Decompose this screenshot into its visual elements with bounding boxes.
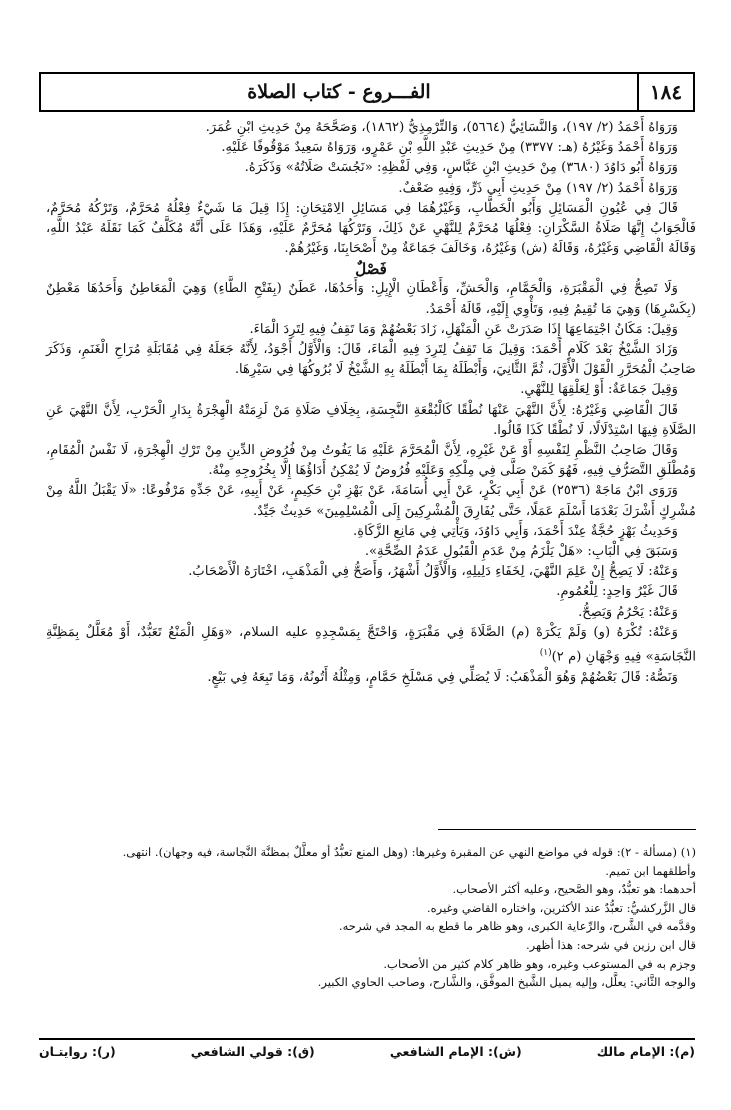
footnote-line: أحدهما: هو تعبُّدٌ، وهو الصَّحيح، وعليه أكثر الأصحاب. [452,882,696,897]
paragraph: وَقَالَ صَاحِبُ النَّظْمِ لِنَفْسِهِ أَوْ عَنْ غَيْرِهِ، لِأَنَّ الْمُحَرَّمَ عَلَيْهِ مَا يَفُوتُ مِنْ فُرُوضِ الدِّينِ مِنْ تَرْكِ الْهِجْرَةِ، لَا نَفْسُ الْمُقَامِ، وَمُطْلَقِ التَّصَرُّفِ فِيهِ، فَهُوَ كَمَنْ صَلَّى فِي مِلْكِهِ وَعَلَيْهِ فُرُوضٌ لَا يُمْكِنُ أَدَاؤُهَا إِلَّا بِخُرُوجِهِ مِنْهُ. [46,443,696,479]
abbrev-malik: (م): الإمام مالك [596,1044,695,1059]
footnote-line: قال ابن رزين في شرحه: هذا أظهر. [525,937,696,952]
paragraph: وَقِيلَ: مَكَانُ اجْتِمَاعِهَا إِذَا صَدَرَتْ عَنِ الْمَنْهَلِ، زَادَ بَعْضُهُمْ وَمَا تَقِفُ فِيهِ لِتَرِدَ الْمَاءَ. [249,321,678,337]
paragraph: قَالَ فِي عُيُونِ الْمَسَائِلِ وَأَبُو الْخَطَّابِ، وَغَيْرُهُمَا فِي مَسَائِلِ الِامْتِحَانِ: إِذَا قِيلَ مَا شَيْءٌ فِعْلُهُ مُحَرَّمٌ، وَتَرْكُهُ مُحَرَّمٌ، فَالْجَوَابُ إِنَّهَا صَلَاةُ السَّكْرَانِ: فِعْلُهَا مُحَرَّمٌ لِلنَّهْيِ عَنْ ذَلِكَ، وَتَرْكُهَا مُحَرَّمٌ عَلَيْهِ، وَهَذَا عَلَى أَنَّهُ مُكَلَّفٌ كَمَا نَقَلَهُ عَبْدُ اللَّهِ، وَقَالَهُ الْقَاضِي وَغَيْرُهُ، وَقَالَهُ (ش) وَغَيْرُهُ، وَخَالَفَ جَمَاعَةٌ مِنْ أَصْحَابِنَا، وَغَيْرُهُمْ. [46,200,696,257]
paragraph: وَرَوَاهُ أَحْمَدُ (٢/ ١٩٧) مِنْ حَدِيثِ أَبِي ذَرٍّ، وَفِيهِ ضَعْفٌ. [398,180,678,196]
section-heading: فَصْلٌ [355,260,387,279]
footnotes [60,843,696,992]
paragraph: وَزَادَ الشَّيْخُ بَعْدَ كَلَامِ أَحْمَدَ: وَقِيلَ مَا تَقِفُ لِتَرِدَ فِيهِ الْمَاءَ، قَالَ: وَالْأَوَّلُ أَجْوَدُ، لِأَنَّهُ جَعَلَهُ فِي مُقَابَلَةِ مُرَاحِ الْغَنَمِ، وَذَكَرَ صَاحِبُ الْمُحَرَّرِ الْقَوْلَ الْأَوَّلَ، ثُمَّ الثَّانِيَ، وَأَبْطَلَهُ بِمَا أَبْطَلَهُ بِهِ الشَّيْخُ لَا بُرُوكُهَا فِي سَيْرِهَا. [46,342,696,378]
footnote-line: وأطلقهما ابن تميم. [605,863,696,878]
footnote-line: قال الزَّركشيُّ: تعبُّدٌ عند الأكثرين، واختاره القاضي وغيره. [426,900,696,915]
footnote-line: والوجه الثَّاني: يعلَّل، وإليه يميل الشَّيخ الموفَّق، والشَّارح، وصاحب الحاوي الكبير. [317,975,696,990]
footnote-line: وقدَّمه في الشَّرح، والرِّعاية الكبرى، وهو ظاهر ما قطع به المجد في شرحه. [338,919,696,934]
abbreviation-key [39,1044,695,1059]
paragraph: وَعَنْهُ: لَا يَصِحُّ إِنْ عَلِمَ النَّهْيَ، لِخَفَاءِ دَلِيلِهِ، وَالْأَوَّلُ أَشْهَرُ، وَأَصَحُّ فِي الْمَذْهَبِ، اخْتَارَهُ الْأَصْحَابُ. [188,564,678,580]
footer-divider [39,1038,695,1040]
running-title: الفـــروع - كتاب الصلاة [247,81,431,103]
paragraph: وَنَصُّهُ: قَالَ بَعْضُهُمْ وَهُوَ الْمَذْهَبُ: لَا يُصَلِّي فِي مَسْلَخِ حَمَّامٍ، وَمِثْلُهُ أَتُونُهُ، وَمَا تَبِعَهُ فِي بَيْعٍ. [207,669,678,685]
paragraph: وَحَدِيثُ بَهْزٍ حُجَّةٌ عِنْدَ أَحْمَدَ، وَأَبِي دَاوُدَ، وَيَأْتِي فِي مَانِعِ الزَّكَاةِ. [353,523,678,539]
footnote-ref[interactable]: (١) [539,648,552,659]
paragraph: وَرَوَى ابْنُ مَاجَهْ (٢٥٣٦) عَنْ أَبِي بَكْرٍ، عَنْ أَبِي أُسَامَةَ، عَنْ بَهْزِ بْنِ حَكِيمٍ، عَنْ أَبِيهِ، عَنْ جَدِّهِ مَرْفُوعًا: «لَا يَقْبَلُ اللَّهُ مِنْ مُشْرِكٍ أَشْرَكَ بَعْدَمَا أَسْلَمَ عَمَلًا، حَتَّى يُفَارِقَ الْمُشْرِكِينَ إِلَى الْمُسْلِمِينَ» حَدِيثٌ جَيِّدٌ. [46,483,696,519]
main-text [46,118,696,688]
paragraph: وَرَوَاهُ أَحْمَدُ (٢/ ١٩٧)، وَالنَّسَائِيُّ (٥٦٦٤)، وَالتِّرْمِذِيُّ (١٨٦٢)، وَصَحَّحَهُ مِنْ حَدِيثِ ابْنِ عُمَرَ. [205,120,678,135]
abbrev-shafii: (ش): الإمام الشافعي [389,1044,522,1059]
paragraph: وَعَنْهُ: يَحْرُمُ وَيَصِحُّ. [578,604,678,620]
paragraph: وَرَوَاهُ أَحْمَدُ وَغَيْرُهُ (هـ: ٣٣٧٧) مِنْ حَدِيثِ عَبْدِ اللَّهِ بْنِ عَمْرٍو، وَرَوَاهُ سَعِيدٌ مَوْقُوفًا عَلَيْهِ. [221,140,678,156]
paragraph: وَرَوَاهُ أَبُو دَاوُدَ (٣٦٨٠) مِنْ حَدِيثِ ابْنِ عَبَّاسٍ، وَفِي لَفْظِهِ: «نَجُسَتْ صَلَاتُهُ» وَذَكَرَهُ. [244,160,678,176]
paragraph: وَقِيلَ جَمَاعَةٌ: أَوْ لِعَلْقِهَا لِلنَّهْيِ. [520,382,678,398]
paragraph: قَالَ الْقَاضِي وَغَيْرُهُ: لِأَنَّ النَّهْيَ عَنْهَا نُطْقًا كَالْبُقْعَةِ النَّجِسَةِ، بِخِلَافِ صَلَاةِ مَنْ لَزِمَتْهُ الْهِجْرَةُ بِدَارِ الْحَرْبِ، لِأَنَّ النَّهْيَ عَنِ الصَّلَاةِ فِيهَا اسْتِدْلَالًا، لَا نُطْقًا كَذَا قَالُوا. [46,402,696,438]
abbrev-narrations: (ر): روايتـان [39,1044,116,1059]
paragraph: قَالَ غَيْرُ وَاحِدٍ: لِلْعُمُومِ. [556,584,678,600]
footnote-line: وجزم به في المستوعب وغيره، وهو ظاهر كلام كثير من الأصحاب. [383,956,696,971]
paragraph-text: وَعَنْهُ: تُكْرَهُ (و) وَلَمْ يَكْرَهْ (م) الصَّلَاةَ فِي مَقْبَرَةٍ، وَاحْتَجَّ بِمَسْجِدِهِ عليه السلام، «وَهَلِ الْمَنْعُ تَعَبُّدٌ، أَوْ مُعَلَّلٌ بِمَظِنَّةِ النَّجَاسَةِ» فِيهِ وَجْهَانِ (م ٢) [46,624,696,665]
page-header [39,72,695,112]
paragraph: وَلَا تَصِحُّ فِي الْمَقْبَرَةِ، وَالْحَمَّامِ، وَالْحَشِّ، وَأَعْطَانِ الْإِبِلِ: وَأَحَدُهَا، عَطَنٌ (بِفَتْحِ الطَّاءِ) وَهِيَ الْمَعَاطِنُ وَأَحَدُهَا مَعْطِنٌ (بِكَسْرِهَا) وَهِيَ مَا تُقِيمُ فِيهِ، وَتَأْوِي إِلَيْهِ، قَالَهُ أَحْمَدُ. [46,281,696,317]
footnote-line: (١) (مسألة - ٢): قوله في مواضع النهي عن المقبرة وغيرها: (وهل المنع تعبُّدٌ أو معلَّلٌ بمظنَّة النَّجاسة، فيه وجهان). انتهى. [122,845,696,859]
paragraph: وَسَبَقَ فِي الْبَابِ: «هَلْ يَلْزَمُ مِنْ عَدَمِ الْقَبُولِ عَدَمُ الصِّحَّةِ». [364,544,678,560]
paragraph [46,623,696,668]
page-number: ١٨٤ [637,74,693,110]
footnote-divider [438,829,696,830]
abbrev-shafii-opinions: (ق): قولي الشافعي [190,1044,315,1059]
